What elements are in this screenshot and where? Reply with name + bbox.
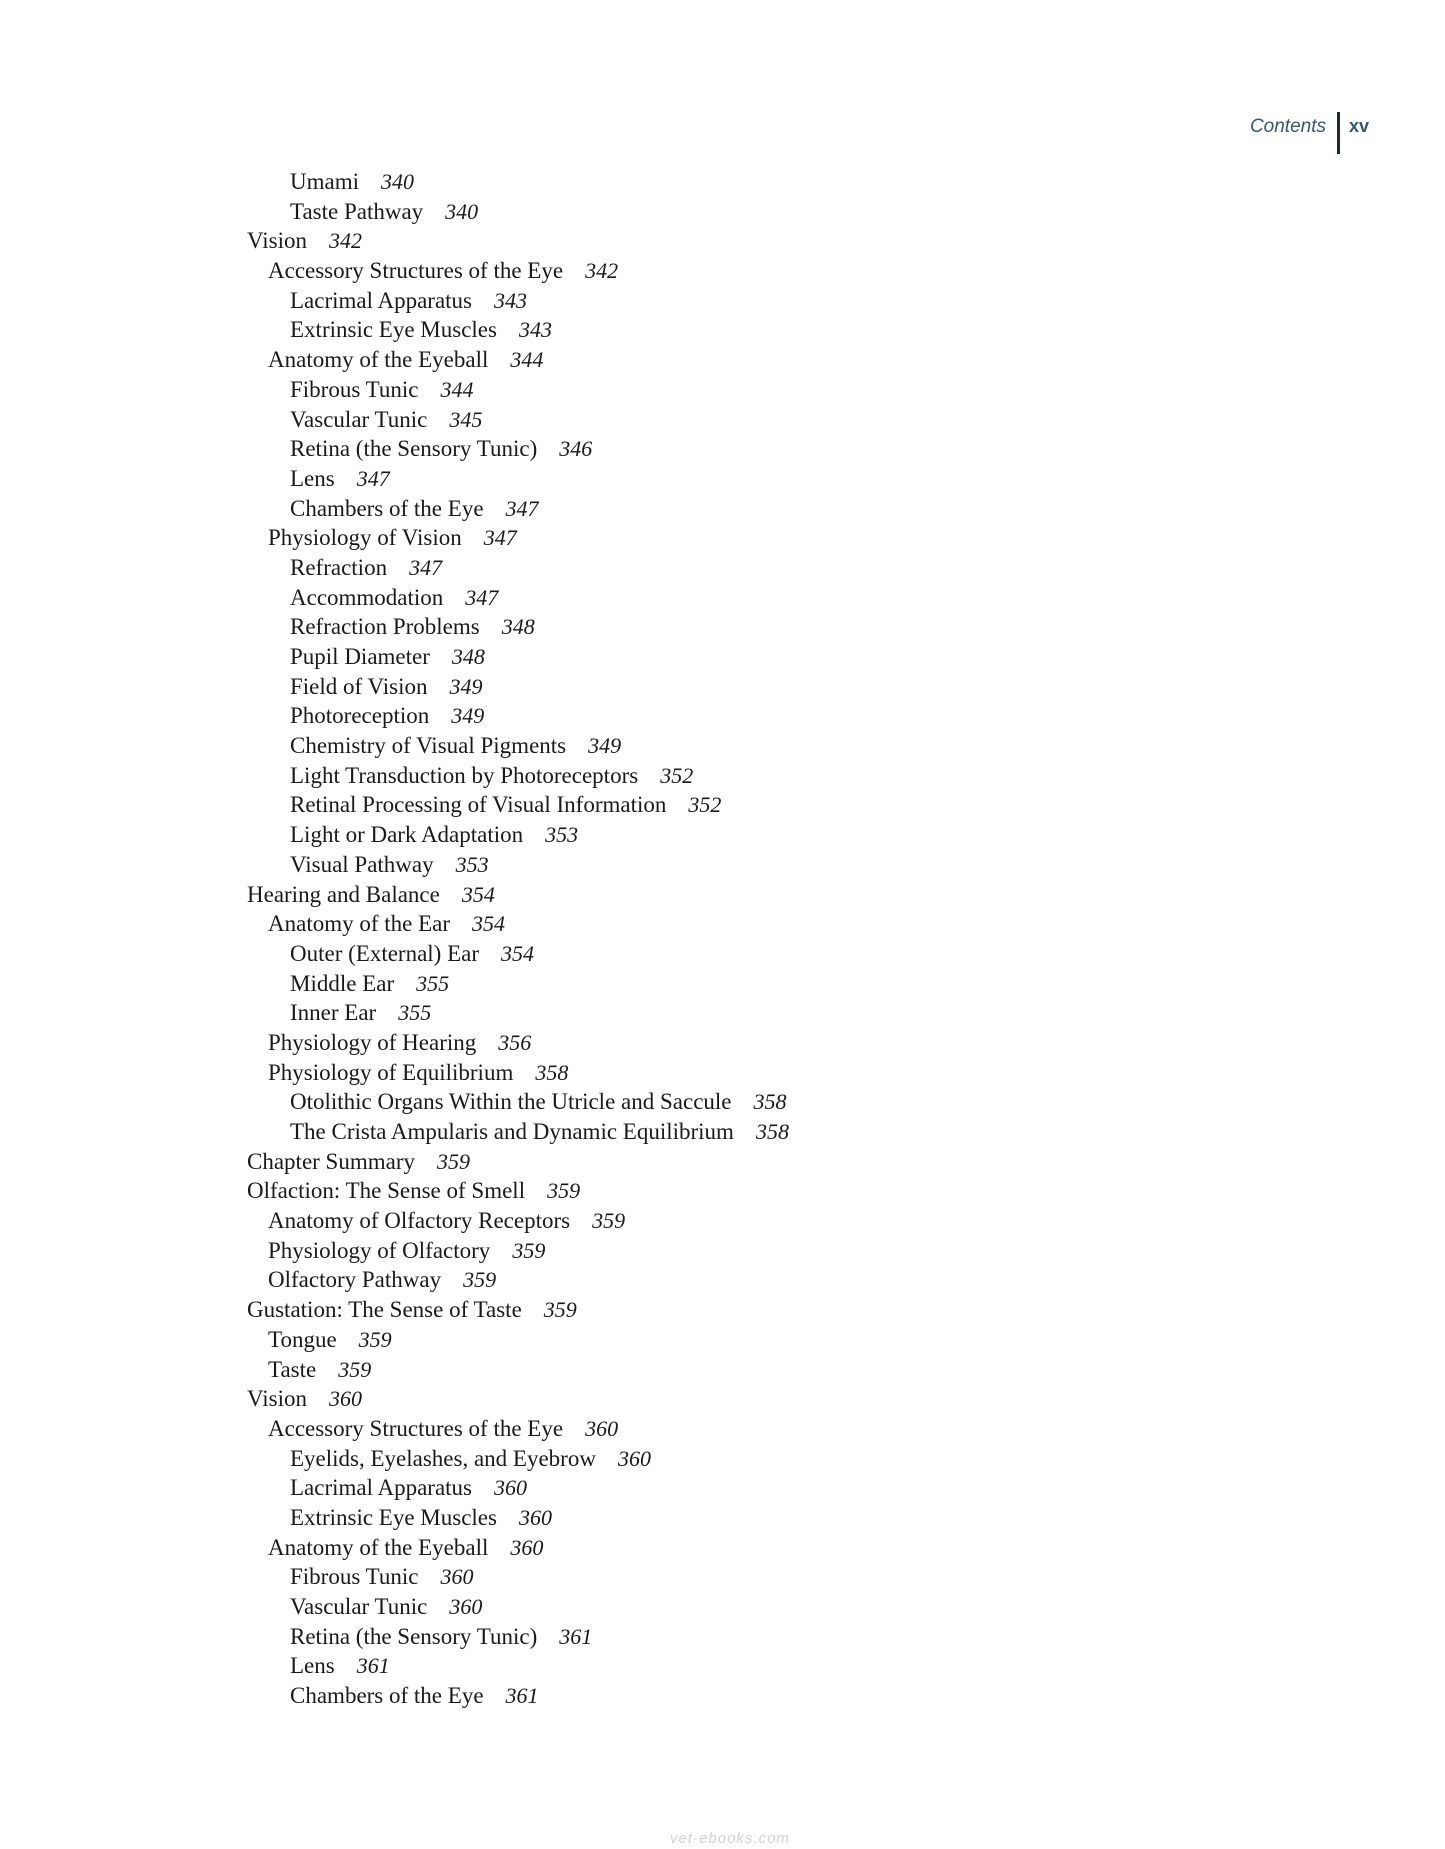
toc-entry-title: Chemistry of Visual Pigments — [290, 733, 567, 759]
toc-entry-title: Accessory Structures of the Eye — [268, 1415, 564, 1441]
toc-entry-page: 360 — [510, 1534, 544, 1560]
toc-entry-page: 360 — [440, 1564, 474, 1590]
toc-entry-title: Lens — [290, 465, 335, 491]
toc-entry-title: Vascular Tunic — [290, 406, 428, 432]
toc-entry-page: 347 — [409, 554, 443, 580]
toc-entry — [247, 226, 1147, 256]
toc-entry — [247, 1058, 1147, 1088]
running-header-label: Contents — [1249, 116, 1326, 137]
toc-entry — [247, 1533, 1147, 1563]
toc-entry-page: 359 — [543, 1297, 577, 1323]
toc-entry-page: 361 — [356, 1653, 390, 1679]
toc-entry — [247, 820, 1147, 850]
running-header — [0, 112, 1445, 156]
toc-entry — [247, 731, 1147, 761]
toc-entry-page: 352 — [688, 792, 722, 818]
toc-entry-title: Olfaction: The Sense of Smell — [247, 1178, 526, 1204]
toc-entry-page: 344 — [440, 376, 474, 402]
toc-entry-title: Anatomy of the Eyeball — [268, 347, 489, 373]
toc-entry-page: 340 — [381, 169, 414, 194]
toc-entry-title: Gustation: The Sense of Taste — [247, 1297, 522, 1323]
toc-entry-page: 348 — [501, 614, 535, 640]
toc-entry — [247, 1147, 1147, 1177]
toc-entry — [247, 1503, 1147, 1533]
toc-entry-title: Otolithic Organs Within the Utricle and Saccule — [290, 1089, 732, 1115]
toc-entry-page: 344 — [510, 347, 544, 373]
toc-entry-title: Physiology of Vision — [268, 525, 462, 551]
toc-entry-title: Anatomy of the Eyeball — [268, 1534, 489, 1560]
table-of-contents — [247, 167, 1147, 1711]
toc-entry-page: 348 — [451, 644, 485, 669]
toc-entry — [247, 256, 1147, 286]
toc-entry — [247, 1117, 1147, 1147]
toc-entry-title: Pupil Diameter — [290, 644, 430, 669]
toc-entry-title: Field of Vision — [290, 673, 428, 699]
toc-entry-title: Retinal Processing of Visual Information — [290, 792, 667, 818]
toc-entry-title: Retina (the Sensory Tunic) — [290, 436, 538, 462]
toc-entry-title: Anatomy of the Ear — [268, 911, 451, 937]
toc-entry-title: Light or Dark Adaptation — [290, 822, 524, 848]
toc-entry-title: Accessory Structures of the Eye — [268, 258, 564, 284]
toc-entry-page: 342 — [585, 258, 619, 284]
toc-entry-page: 360 — [494, 1475, 528, 1501]
toc-entry-title: Taste Pathway — [290, 198, 424, 224]
toc-entry-page: 352 — [660, 762, 694, 788]
toc-entry — [247, 642, 1147, 672]
toc-entry — [247, 1236, 1147, 1266]
toc-entry-page: 359 — [547, 1178, 581, 1204]
toc-entry — [247, 850, 1147, 880]
toc-entry-title: Middle Ear — [290, 970, 395, 996]
toc-entry-title: Lacrimal Apparatus — [290, 1475, 473, 1501]
toc-entry-page: 361 — [559, 1623, 593, 1649]
toc-entry — [247, 672, 1147, 702]
toc-entry-title: Visual Pathway — [290, 851, 434, 877]
toc-entry — [247, 315, 1147, 345]
toc-entry-page: 353 — [455, 851, 489, 877]
toc-entry-page: 349 — [449, 673, 483, 699]
watermark: vet-ebooks.com — [670, 1830, 790, 1847]
toc-entry — [247, 1028, 1147, 1058]
toc-entry-title: Tongue — [268, 1326, 337, 1352]
toc-entry-title: Vascular Tunic — [290, 1594, 428, 1619]
toc-entry-title: The Crista Ampularis and Dynamic Equilibrium — [290, 1119, 734, 1144]
toc-entry-page: 343 — [518, 317, 552, 343]
toc-entry — [247, 909, 1147, 939]
toc-entry-page: 354 — [501, 940, 535, 966]
toc-entry — [247, 1176, 1147, 1206]
toc-entry-title: Lacrimal Apparatus — [290, 287, 473, 313]
toc-entry — [247, 375, 1147, 405]
toc-entry-title: Refraction Problems — [290, 614, 480, 640]
toc-entry-page: 359 — [512, 1237, 546, 1263]
toc-entry — [247, 1087, 1147, 1117]
toc-entry — [247, 1592, 1147, 1622]
toc-entry — [247, 939, 1147, 969]
toc-entry-page: 358 — [753, 1089, 787, 1115]
header-divider — [1337, 112, 1340, 154]
page-number: xv — [1348, 116, 1369, 136]
toc-entry-page: 347 — [483, 525, 517, 551]
toc-entry-title: Chambers of the Eye — [290, 495, 484, 521]
toc-entry-title: Physiology of Equilibrium — [268, 1059, 514, 1085]
toc-entry-title: Photoreception — [290, 703, 430, 729]
toc-entry-page: 360 — [585, 1415, 619, 1441]
toc-entry-page: 361 — [505, 1683, 539, 1709]
toc-entry — [247, 998, 1147, 1028]
toc-entry-page: 347 — [465, 584, 499, 610]
toc-entry — [247, 1622, 1147, 1652]
toc-entry-title: Lens — [290, 1653, 335, 1679]
toc-entry-title: Accommodation — [290, 584, 444, 610]
toc-entry-page: 359 — [338, 1356, 372, 1382]
toc-entry-title: Physiology of Olfactory — [268, 1237, 491, 1263]
toc-entry — [247, 761, 1147, 791]
toc-entry — [247, 790, 1147, 820]
toc-entry-page: 342 — [328, 228, 362, 254]
toc-entry-page: 349 — [588, 733, 622, 759]
toc-entry-title: Chapter Summary — [247, 1148, 415, 1174]
toc-entry-title: Physiology of Hearing — [268, 1029, 477, 1055]
toc-entry-page: 340 — [445, 198, 479, 224]
toc-entry-title: Hearing and Balance — [247, 881, 440, 907]
toc-entry-page: 355 — [398, 1000, 432, 1026]
toc-entry-page: 347 — [505, 495, 539, 521]
toc-entry — [247, 167, 1147, 197]
toc-entry-title: Olfactory Pathway — [268, 1267, 442, 1293]
toc-entry — [247, 464, 1147, 494]
toc-entry-page: 354 — [472, 911, 506, 937]
toc-entry — [247, 1325, 1147, 1355]
toc-entry-title: Refraction — [290, 554, 388, 580]
toc-entry-title: Retina (the Sensory Tunic) — [290, 1623, 538, 1649]
toc-entry-page: 349 — [451, 703, 485, 729]
toc-entry-page: 360 — [328, 1386, 362, 1412]
toc-entry — [247, 1265, 1147, 1295]
toc-entry-page: 353 — [545, 822, 579, 848]
toc-entry-page: 347 — [356, 465, 390, 491]
toc-entry-title: Fibrous Tunic — [290, 376, 419, 402]
toc-entry-page: 359 — [463, 1267, 497, 1293]
toc-entry — [247, 1295, 1147, 1325]
toc-entry — [247, 434, 1147, 464]
toc-entry — [247, 1473, 1147, 1503]
toc-entry-page: 355 — [416, 970, 450, 996]
toc-entry-title: Anatomy of Olfactory Receptors — [268, 1208, 571, 1234]
toc-entry-page: 354 — [461, 881, 495, 907]
toc-entry — [247, 1444, 1147, 1474]
toc-entry-page: 360 — [449, 1594, 483, 1619]
toc-entry — [247, 583, 1147, 613]
toc-entry-title: Chambers of the Eye — [290, 1683, 484, 1709]
toc-entry-page: 346 — [559, 436, 593, 462]
toc-entry-page: 359 — [358, 1326, 392, 1352]
toc-entry-page: 359 — [592, 1208, 626, 1234]
toc-entry — [247, 1384, 1147, 1414]
toc-entry-title: Extrinsic Eye Muscles — [290, 317, 497, 343]
toc-entry — [247, 1206, 1147, 1236]
toc-entry — [247, 197, 1147, 227]
toc-entry-page: 358 — [535, 1059, 569, 1085]
toc-entry-title: Inner Ear — [290, 1000, 377, 1026]
toc-entry-title: Outer (External) Ear — [290, 940, 480, 966]
toc-entry — [247, 969, 1147, 999]
toc-entry — [247, 345, 1147, 375]
toc-entry-title: Extrinsic Eye Muscles — [290, 1504, 497, 1530]
toc-entry — [247, 405, 1147, 435]
toc-entry — [247, 612, 1147, 642]
toc-entry — [247, 1651, 1147, 1681]
toc-entry-page: 360 — [518, 1504, 552, 1530]
toc-entry — [247, 1681, 1147, 1711]
toc-entry-title: Umami — [290, 169, 359, 194]
toc-entry-page: 343 — [494, 287, 528, 313]
toc-entry — [247, 523, 1147, 553]
toc-entry-title: Taste — [268, 1356, 317, 1382]
toc-entry-title: Fibrous Tunic — [290, 1564, 419, 1590]
toc-entry — [247, 494, 1147, 524]
toc-entry-title: Eyelids, Eyelashes, and Eyebrow — [290, 1445, 596, 1471]
toc-entry-page: 360 — [617, 1445, 651, 1471]
toc-entry — [247, 1414, 1147, 1444]
toc-entry — [247, 1562, 1147, 1592]
toc-entry-page: 359 — [437, 1148, 470, 1174]
toc-entry-page: 345 — [449, 406, 483, 432]
toc-entry — [247, 880, 1147, 910]
toc-entry-title: Light Transduction by Photoreceptors — [290, 762, 639, 788]
toc-entry-page: 356 — [498, 1029, 532, 1055]
toc-entry-title: Vision — [247, 1386, 307, 1412]
toc-entry — [247, 701, 1147, 731]
toc-entry-title: Vision — [247, 228, 307, 254]
toc-entry — [247, 553, 1147, 583]
toc-entry-page: 358 — [755, 1119, 789, 1144]
toc-entry — [247, 286, 1147, 316]
toc-entry — [247, 1355, 1147, 1385]
